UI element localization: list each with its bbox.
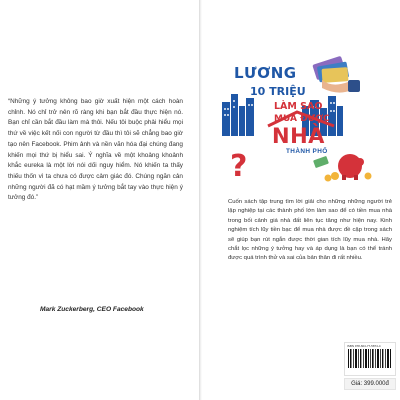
isbn-text: ISBN 978-604-77-5874-4	[347, 344, 381, 348]
front-cover	[202, 0, 400, 400]
barcode-icon	[347, 349, 393, 371]
back-cover-blurb: Cuốn sách tập trung tìm lời giải cho những những người trẻ lập nghiệp tại các thành phố lớn làm sao để có tiền mua nhà trong bối cảnh giá nhà đất liên tục tăng như hiện nay. Kinh nghiệm tích lũy tiền bạc để mua nhà được đề cập trong sách sẽ giúp bạn rút ngắn được thời gian tích lũy mua nhà. Hãy chắt lọc những ý tưởng hay và áp dụng là bạn có thể tránh được quá trình thử và sai của bản thân đi rất nhiều.	[228, 199, 392, 262]
title-line-thanh-pho: THÀNH PHỐ	[286, 148, 328, 155]
question-mark-icon	[230, 149, 247, 184]
title-line-lam-sao: LÀM SAO	[274, 101, 323, 112]
svg-text:?: ?	[230, 149, 248, 184]
barcode-block	[344, 342, 396, 376]
price-label: Giá: 399.000đ	[344, 378, 396, 390]
title-line-mua-duoc: MUA ĐƯỢC	[274, 114, 330, 124]
quote-author: Mark Zuckerberg, CEO Facebook	[40, 306, 144, 313]
back-cover	[0, 0, 199, 400]
back-cover-quote: “Những ý tưởng không bao giờ xuất hiện một cách hoàn chỉnh. Nó chỉ trở nên rõ ràng khi bạn bắt đầu thực hiện nó. Bạn chỉ cần bắt đầu làm mà thôi. Nếu tôi buộc phải hiểu mọi thứ về việc kết nối con người từ đầu thì tôi sẽ chẳng bao giờ tạo nên Facebook. Phim ảnh và nền văn hóa đại chúng đang khiến mọi thứ bị hiểu sai. Ý nghĩa về một khoảng khoảnh khắc eureka là một lời nói dối nguy hiểm. Nó khiến ta thấy thiếu thốn vì ta chưa có được cảm giác đó. Chúng ngăn cản những người đã có hạt mầm ý tưởng bắt tay vào thực hiện ý tưởng đó.”	[8, 98, 183, 202]
money-hand-icon	[312, 56, 360, 93]
title-line-luong: LƯƠNG	[234, 64, 297, 82]
piggy-bank-icon	[313, 154, 371, 182]
title-line-nha: NHÀ	[272, 124, 325, 148]
title-line-10-trieu: 10 TRIỆU	[250, 85, 306, 98]
